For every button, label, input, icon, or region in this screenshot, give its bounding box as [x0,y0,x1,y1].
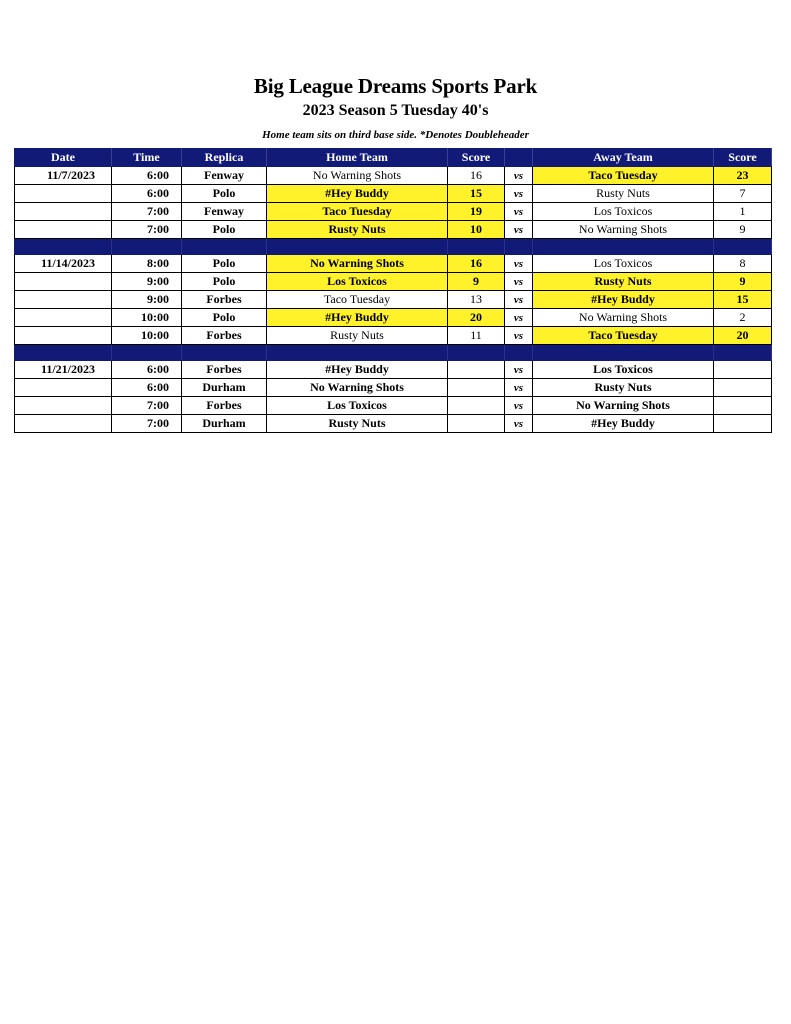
away-team: Los Toxicos [533,203,714,221]
away-score: 7 [714,185,772,203]
game-replica: Polo [182,255,267,273]
col-header-home-score: Score [448,149,505,167]
game-date [15,221,112,239]
game-replica: Durham [182,415,267,433]
home-score [448,415,505,433]
game-date [15,327,112,345]
away-score: 9 [714,273,772,291]
vs-label: vs [505,203,533,221]
vs-label: vs [505,273,533,291]
game-time: 7:00 [112,203,182,221]
schedule-table [14,148,772,433]
home-score [448,379,505,397]
table-row [15,379,772,397]
away-team: Rusty Nuts [533,185,714,203]
game-date [15,185,112,203]
away-team: Taco Tuesday [533,167,714,185]
home-score: 16 [448,255,505,273]
game-date: 11/7/2023 [15,167,112,185]
away-score: 1 [714,203,772,221]
table-row [15,415,772,433]
home-score: 13 [448,291,505,309]
game-time: 6:00 [112,185,182,203]
game-replica: Polo [182,273,267,291]
col-header-home-team: Home Team [267,149,448,167]
table-row [15,361,772,379]
away-team: No Warning Shots [533,397,714,415]
home-score [448,397,505,415]
home-team: #Hey Buddy [267,185,448,203]
home-team: Los Toxicos [267,273,448,291]
vs-label: vs [505,255,533,273]
away-team: Rusty Nuts [533,379,714,397]
game-replica: Fenway [182,203,267,221]
home-score: 11 [448,327,505,345]
vs-label: vs [505,185,533,203]
game-time: 10:00 [112,309,182,327]
home-score: 16 [448,167,505,185]
away-team: Los Toxicos [533,255,714,273]
home-team: No Warning Shots [267,379,448,397]
away-team: No Warning Shots [533,221,714,239]
away-team: No Warning Shots [533,309,714,327]
table-row [15,221,772,239]
vs-label: vs [505,309,533,327]
away-team: Taco Tuesday [533,327,714,345]
game-time: 7:00 [112,221,182,239]
game-time: 9:00 [112,291,182,309]
vs-label: vs [505,361,533,379]
table-row [15,309,772,327]
away-score [714,415,772,433]
game-time: 6:00 [112,361,182,379]
home-team: Rusty Nuts [267,415,448,433]
home-team: Rusty Nuts [267,327,448,345]
col-header-away-score: Score [714,149,772,167]
game-replica: Forbes [182,361,267,379]
away-score: 23 [714,167,772,185]
table-row [15,255,772,273]
game-date: 11/14/2023 [15,255,112,273]
vs-label: vs [505,291,533,309]
game-replica: Polo [182,309,267,327]
home-team: Los Toxicos [267,397,448,415]
home-score: 19 [448,203,505,221]
table-row [15,273,772,291]
game-replica: Forbes [182,397,267,415]
away-team: #Hey Buddy [533,291,714,309]
away-score [714,361,772,379]
season-subtitle: 2023 Season 5 Tuesday 40's [302,102,489,119]
game-date [15,397,112,415]
table-row [15,185,772,203]
vs-label: vs [505,397,533,415]
col-header-away-team: Away Team [533,149,714,167]
away-score: 2 [714,309,772,327]
home-team: #Hey Buddy [267,309,448,327]
away-team: Rusty Nuts [533,273,714,291]
away-team: Los Toxicos [533,361,714,379]
away-score [714,397,772,415]
col-header-replica: Replica [182,149,267,167]
game-replica: Fenway [182,167,267,185]
vs-label: vs [505,221,533,239]
game-replica: Forbes [182,327,267,345]
game-time: 6:00 [112,167,182,185]
table-row [15,327,772,345]
game-replica: Polo [182,221,267,239]
home-score: 15 [448,185,505,203]
table-row [15,397,772,415]
col-header-time: Time [112,149,182,167]
home-team: No Warning Shots [267,167,448,185]
vs-label: vs [505,327,533,345]
game-date [15,379,112,397]
game-time: 6:00 [112,379,182,397]
game-replica: Forbes [182,291,267,309]
game-time: 9:00 [112,273,182,291]
col-header-vs [505,149,533,167]
game-date [15,415,112,433]
game-date [15,309,112,327]
home-team: Taco Tuesday [267,203,448,221]
week-separator-row [15,239,772,255]
table-header-row [15,149,772,167]
home-team: No Warning Shots [267,255,448,273]
away-score: 15 [714,291,772,309]
home-team-note: Home team sits on third base side. *Denotes Doubleheader [262,129,529,141]
away-team: #Hey Buddy [533,415,714,433]
game-date: 11/21/2023 [15,361,112,379]
away-score: 20 [714,327,772,345]
table-row [15,167,772,185]
vs-label: vs [505,379,533,397]
game-replica: Durham [182,379,267,397]
week-separator-row [15,345,772,361]
away-score: 8 [714,255,772,273]
game-date [15,291,112,309]
game-time: 7:00 [112,397,182,415]
vs-label: vs [505,415,533,433]
home-score: 10 [448,221,505,239]
game-time: 8:00 [112,255,182,273]
home-score: 9 [448,273,505,291]
game-replica: Polo [182,185,267,203]
table-row [15,203,772,221]
vs-label: vs [505,167,533,185]
home-team: Rusty Nuts [267,221,448,239]
home-score [448,361,505,379]
col-header-date: Date [15,149,112,167]
home-team: Taco Tuesday [267,291,448,309]
away-score: 9 [714,221,772,239]
game-time: 7:00 [112,415,182,433]
table-row [15,291,772,309]
game-date [15,273,112,291]
home-team: #Hey Buddy [267,361,448,379]
page-title: Big League Dreams Sports Park [253,74,538,98]
game-time: 10:00 [112,327,182,345]
away-score [714,379,772,397]
home-score: 20 [448,309,505,327]
game-date [15,203,112,221]
